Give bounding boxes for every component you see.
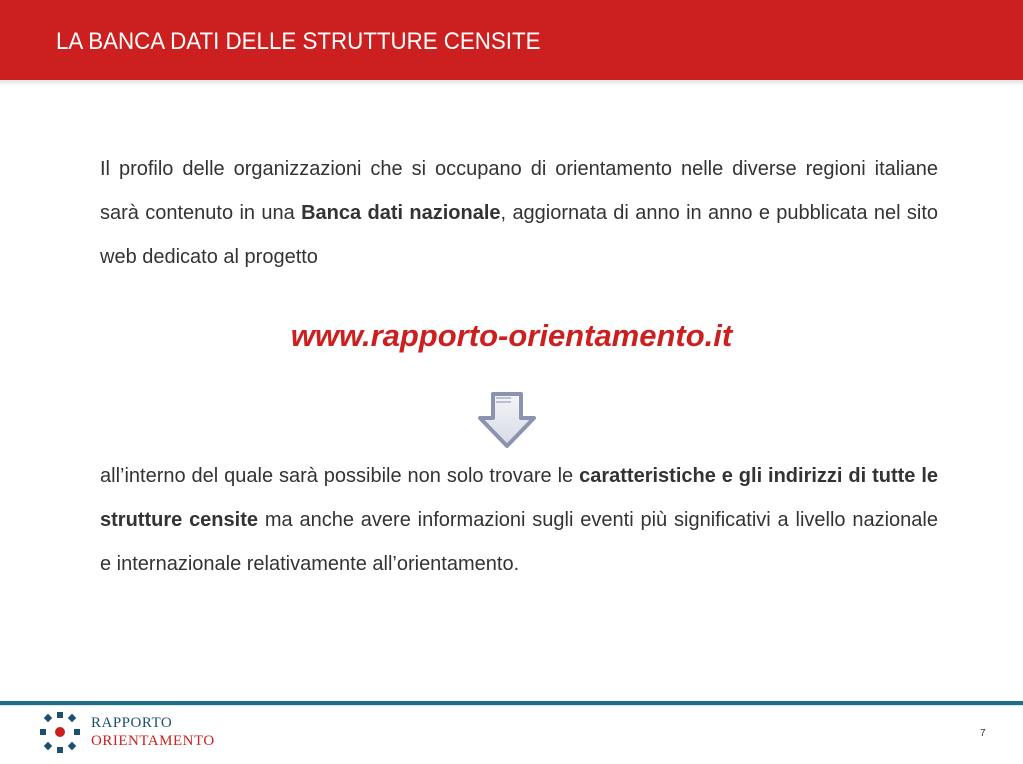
down-arrow-icon [476,391,538,449]
project-url: www.rapporto-orientamento.it [290,318,733,353]
intro-bold-text: Banca dati nazionale [301,202,501,224]
intro-paragraph [100,147,938,279]
footer-divider-light [0,705,1023,706]
details-bold-text: caratteristiche e gli indirizzi di tutte le strutture censite [100,465,939,531]
details-paragraph [100,454,938,586]
header-shadow [0,80,1023,86]
logo-text [91,714,215,750]
intro-text-start: Il profilo delle organizzazioni che si occupano di orientamento nelle diverse regioni italiane sarà contenuto in una [100,158,938,224]
details-text-start: all’interno del quale sarà possibile non solo trovare le [100,465,580,487]
rapporto-orientamento-logo [36,708,84,756]
slide-title: LA BANCA DATI DELLE STRUTTURE CENSITE [56,28,541,55]
logo-text-line1: RAPPORTO [91,715,173,731]
logo-text-line2: ORIENTAMENTO [91,733,215,749]
intro-text-end: , aggiornata di anno in anno e pubblicata nel sito web dedicato al progetto [100,202,938,268]
page-number: 7 [980,728,986,739]
header-bar [0,0,1023,80]
details-text-end: ma anche avere informazioni sugli eventi più significativi a livello nazionale e internazionale relativamente all’orientamento. [100,509,938,575]
